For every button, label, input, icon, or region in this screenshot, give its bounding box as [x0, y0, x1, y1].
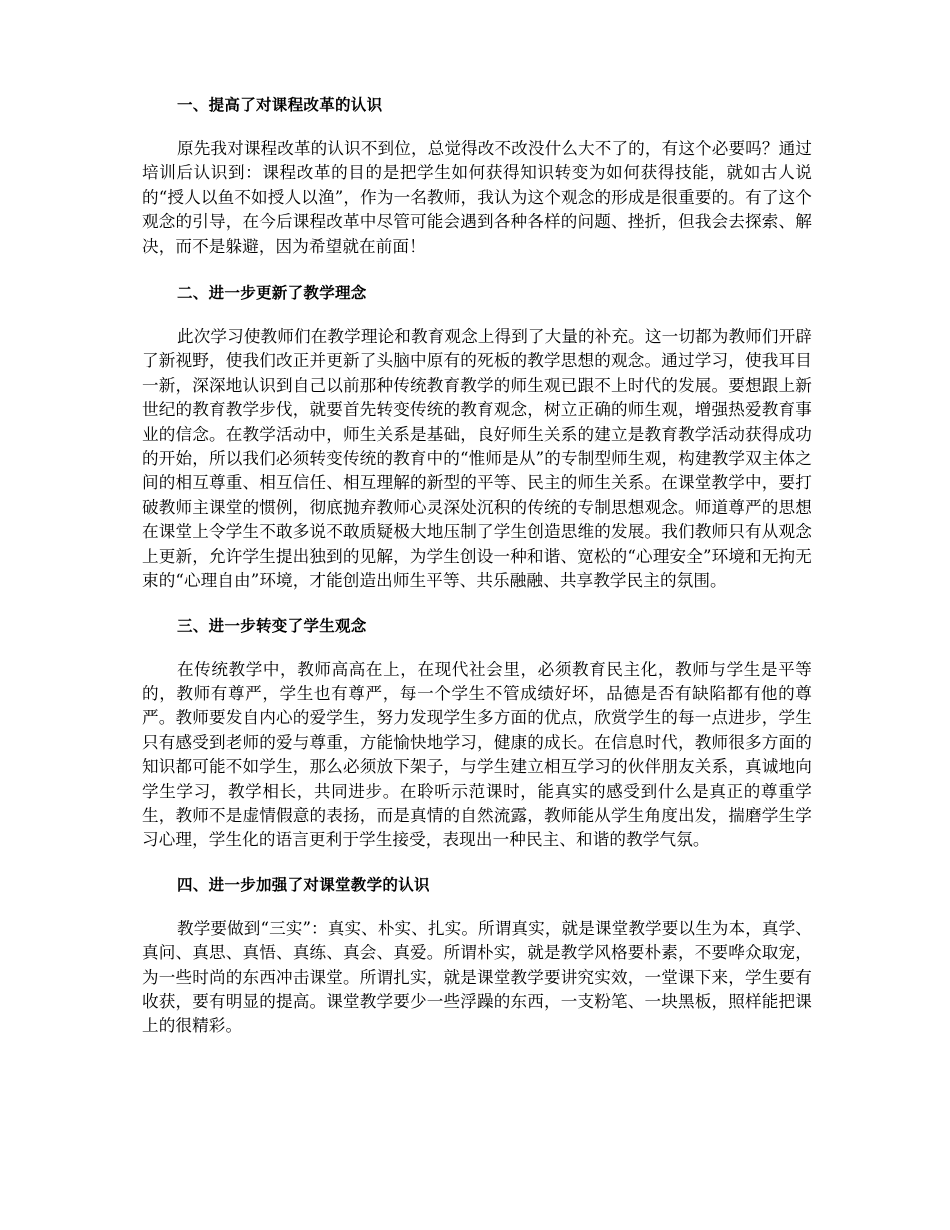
section-classroom-teaching: [142, 873, 812, 1039]
section-paragraph: 教学要做到“三实”：真实、朴实、扎实。所谓真实，就是课堂教学要以生为本，真学、真问、真思、真悟、真练、真会、真爱。所谓朴实，就是教学风格要朴素，不要哗众取宠，为一些时尚的东西冲击课堂。所谓扎实，就是课堂教学要讲究实效，一堂课下来，学生要有收获，要有明显的提高。课堂教学要少一些浮躁的东西，一支粉笔、一块黑板，照样能把课上的很精彩。: [142, 918, 812, 1036]
section-paragraph: 在传统教学中，教师高高在上，在现代社会里，必须教育民主化，教师与学生是平等的，教师有尊严，学生也有尊严，每一个学生不管成绩好坏，品德是否有缺陷都有他的尊严。教师要发自内心的爱学生，努力发现学生多方面的优点，欣赏学生的每一点进步，学生只有感受到老师的爱与尊重，方能愉快地学习，健康的成长。在信息时代，教师很多方面的知识都可能不如学生，那么必须放下架子，与学生建立相互学习的伙伴朋友关系，真诚地向学生学习，教学相长，共同进步。在聆听示范课时，能真实的感受到什么是真正的尊重学生，教师不是虚情假意的表扬，而是真情的自然流露，教师能从学生角度出发，揣磨学生学习心理，学生化的语言更利于学生接受，表现出一种民主、和谐的教学气氛。: [142, 659, 812, 850]
section-course-reform: [142, 93, 812, 259]
section-paragraph: 原先我对课程改革的认识不到位，总觉得改不改没什么大不了的，有这个必要吗？通过培训后认识到：课程改革的目的是把学生如何获得知识转变为如何获得技能，就如古人说的“授人以鱼不如授人以渔”，作为一名教师，我认为这个观念的形成是很重要的。有了这个观念的引导，在今后课程改革中尽管可能会遇到各种各样的问题、挫折，但我会去探索、解决，而不是躲避，因为希望就在前面！: [142, 139, 812, 256]
section-heading: 四、进一步加强了对课堂教学的认识: [177, 875, 430, 894]
section-paragraph: 此次学习使教师们在教学理论和教育观念上得到了大量的补充。这一切都为教师们开辟了新视野，使我们改正并更新了头脑中原有的死板的教学思想的观念。通过学习，使我耳目一新，深深地认识到自己以前那种传统教育教学的师生观已跟不上时代的发展。要想跟上新世纪的教育教学步伐，就要首先转变传统的教育观念，树立正确的师生观，增强热爱教育事业的信念。在教学活动中，师生关系是基础，良好师生关系的建立是教育教学活动获得成功的开始，所以我们必须转变传统的教育中的“惟师是从”的专制型师生观，构建教学双主体之间的相互尊重、相互信任、相互理解的新型的平等、民主的师生关系。在课堂教学中，要打破教师主课堂的惯例，彻底抛弃教师心灵深处沉积的传统的专制思想观念。师道尊严的思想在课堂上令学生不敢多说不敢质疑极大地压制了学生创造思维的发展。我们教师只有从观念上更新，允许学生提出独到的见解，为学生创设一种和谐、宽松的“心理安全”环境和无拘无束的“心理自由”环境，才能创造出师生平等、共乐融融、共享教学民主的氛围。: [142, 327, 812, 591]
document-page: [142, 93, 812, 1059]
section-heading: 三、进一步转变了学生观念: [177, 616, 367, 635]
section-heading: 一、提高了对课程改革的认识: [177, 96, 383, 114]
section-student-view: [142, 614, 812, 853]
section-teaching-philosophy: [142, 281, 812, 593]
section-heading: 二、进一步更新了教学理念: [177, 284, 367, 303]
